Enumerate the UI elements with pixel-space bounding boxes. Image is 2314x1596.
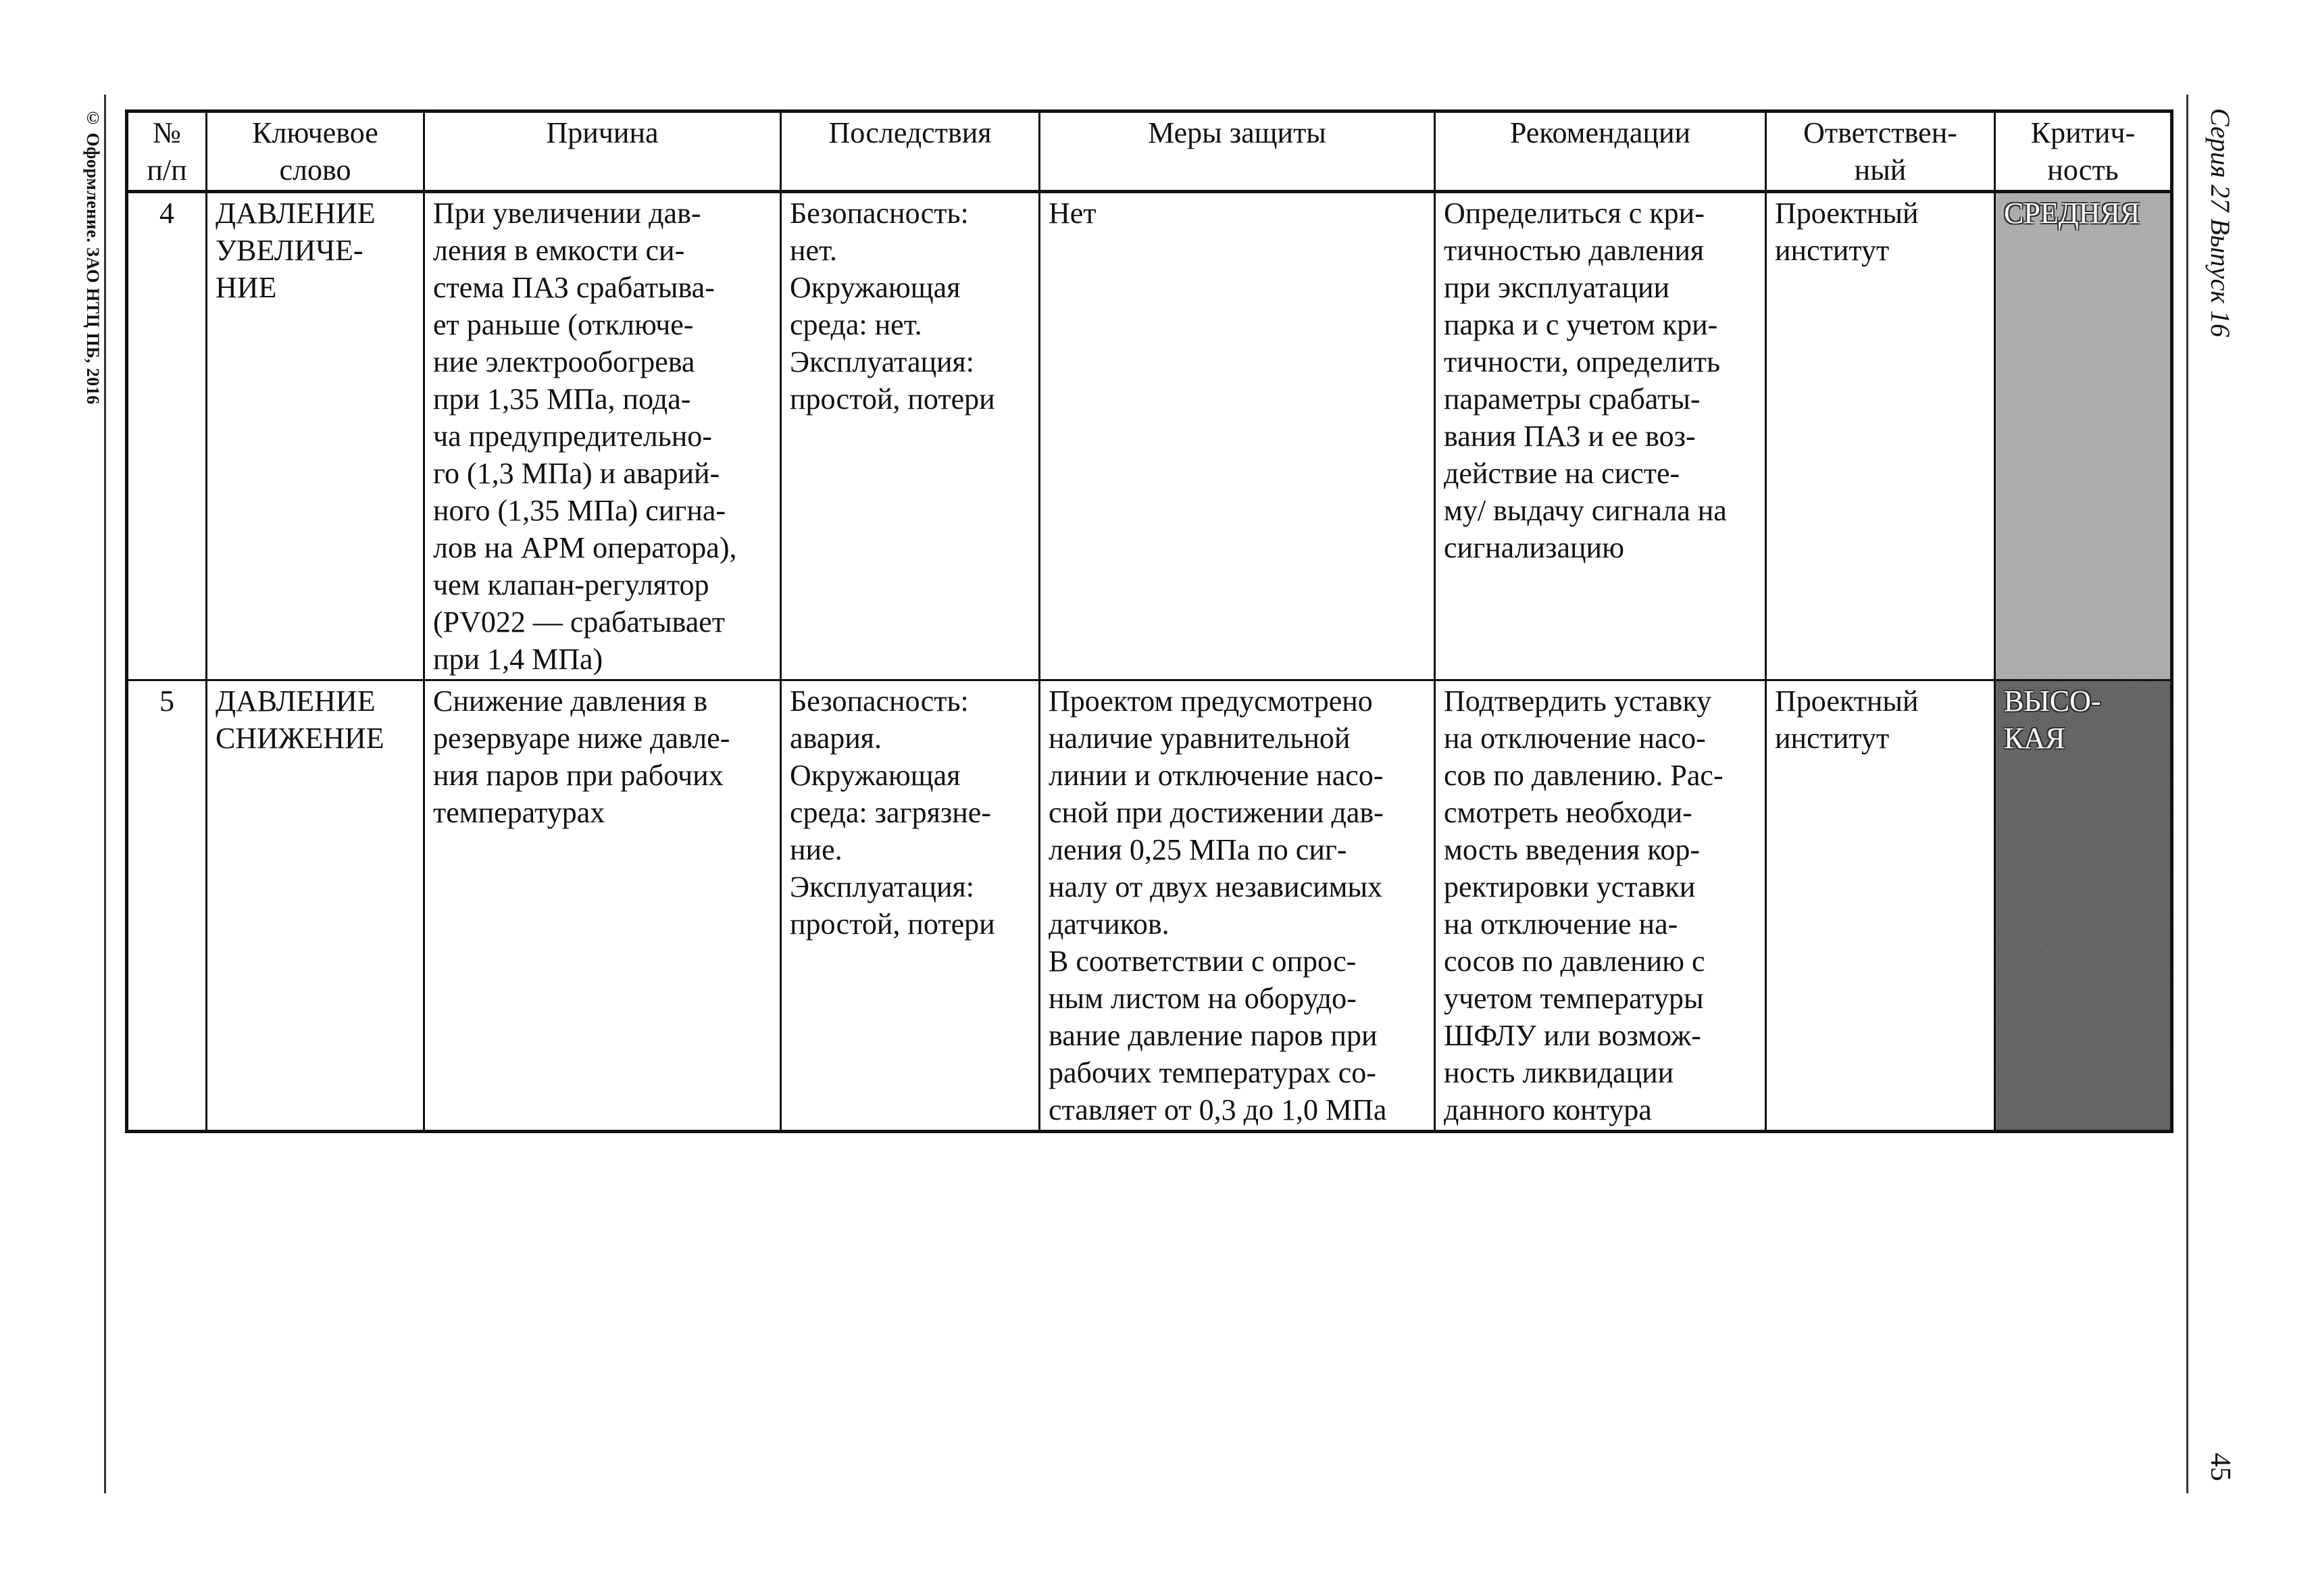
- row-keyword: ДАВЛЕНИЕ СНИЖЕНИЕ: [207, 680, 424, 1132]
- row-consequences: Безопасность: авария. Окружающая среда: загрязне- ние. Эксплуатация: простой, потери: [781, 680, 1040, 1132]
- hazop-table: [125, 109, 2173, 1133]
- series-header: Серия 27 Выпуск 16: [2205, 108, 2236, 338]
- header-responsible: Ответствен- ный: [1766, 111, 1995, 192]
- header-number: № п/п: [127, 111, 207, 192]
- copyright-notice: © Оформление. ЗАО НТЦ ПБ, 2016: [83, 108, 103, 405]
- table-header-row: [127, 111, 2172, 192]
- row-number: 4: [127, 192, 207, 680]
- row-responsible: Проектный институт: [1766, 680, 1995, 1132]
- row-keyword: ДАВЛЕНИЕ УВЕЛИЧЕ- НИЕ: [207, 192, 424, 680]
- table-row: [127, 192, 2172, 680]
- header-recommendations: Рекомендации: [1435, 111, 1766, 192]
- row-number: 5: [127, 680, 207, 1132]
- header-cause: Причина: [424, 111, 781, 192]
- row-recommendations: Подтвердить уставку на отключение насо- сов по давлению. Рас- смотреть необходи- мость введения кор- ректировки уставки на отключение на- сосов по давлению с учетом температуры ШФЛУ или возмож- ность ликвидации данного контура: [1435, 680, 1766, 1132]
- right-margin-rule: [2186, 95, 2188, 1493]
- row-responsible: Проектный институт: [1766, 192, 1995, 680]
- row-consequences: Безопасность: нет. Окружающая среда: нет. Эксплуатация: простой, потери: [781, 192, 1040, 680]
- header-criticality: Критич- ность: [1995, 111, 2172, 192]
- criticality-label: ВЫСО- КАЯ: [2004, 684, 2101, 755]
- header-protection: Меры защиты: [1040, 111, 1435, 192]
- criticality-high-cell: [1995, 680, 2172, 1132]
- page-number: 45: [2205, 1453, 2236, 1481]
- criticality-label: СРЕДНЯЯ: [2004, 197, 2140, 230]
- table-row: [127, 680, 2172, 1132]
- header-keyword: Ключевое слово: [207, 111, 424, 192]
- header-consequences: Последствия: [781, 111, 1040, 192]
- row-cause: При увеличении дав- ления в емкости си- стема ПАЗ срабатыва- ет раньше (отключе- ние электрообогрева при 1,35 МПа, пода- ча предупредительно- го (1,3 МПа) и аварий- ного (1,35 МПа) сигна- лов на АРМ оператора), чем клапан-регулятор (PV022 — срабатывает при 1,4 МПа): [424, 192, 781, 680]
- row-protection: Нет: [1040, 192, 1435, 680]
- criticality-medium-cell: [1995, 192, 2172, 680]
- row-recommendations: Определиться с кри- тичностью давления при эксплуатации парка и с учетом кри- тичности, определить параметры срабаты- вания ПАЗ и ее воз- действие на систе- му/ выдачу сигнала на сигнализацию: [1435, 192, 1766, 680]
- row-protection: Проектом предусмотрено наличие уравнительной линии и отключение насо- сной при достижении дав- ления 0,25 МПа по сиг- налу от двух независимых датчиков. В соответствии с опрос- ным листом на оборудо- вание давление паров при рабочих температурах со- ставляет от 0,3 до 1,0 МПа: [1040, 680, 1435, 1132]
- left-margin-rule: [104, 95, 106, 1493]
- row-cause: Снижение давления в резервуаре ниже давле- ния паров при рабочих температурах: [424, 680, 781, 1132]
